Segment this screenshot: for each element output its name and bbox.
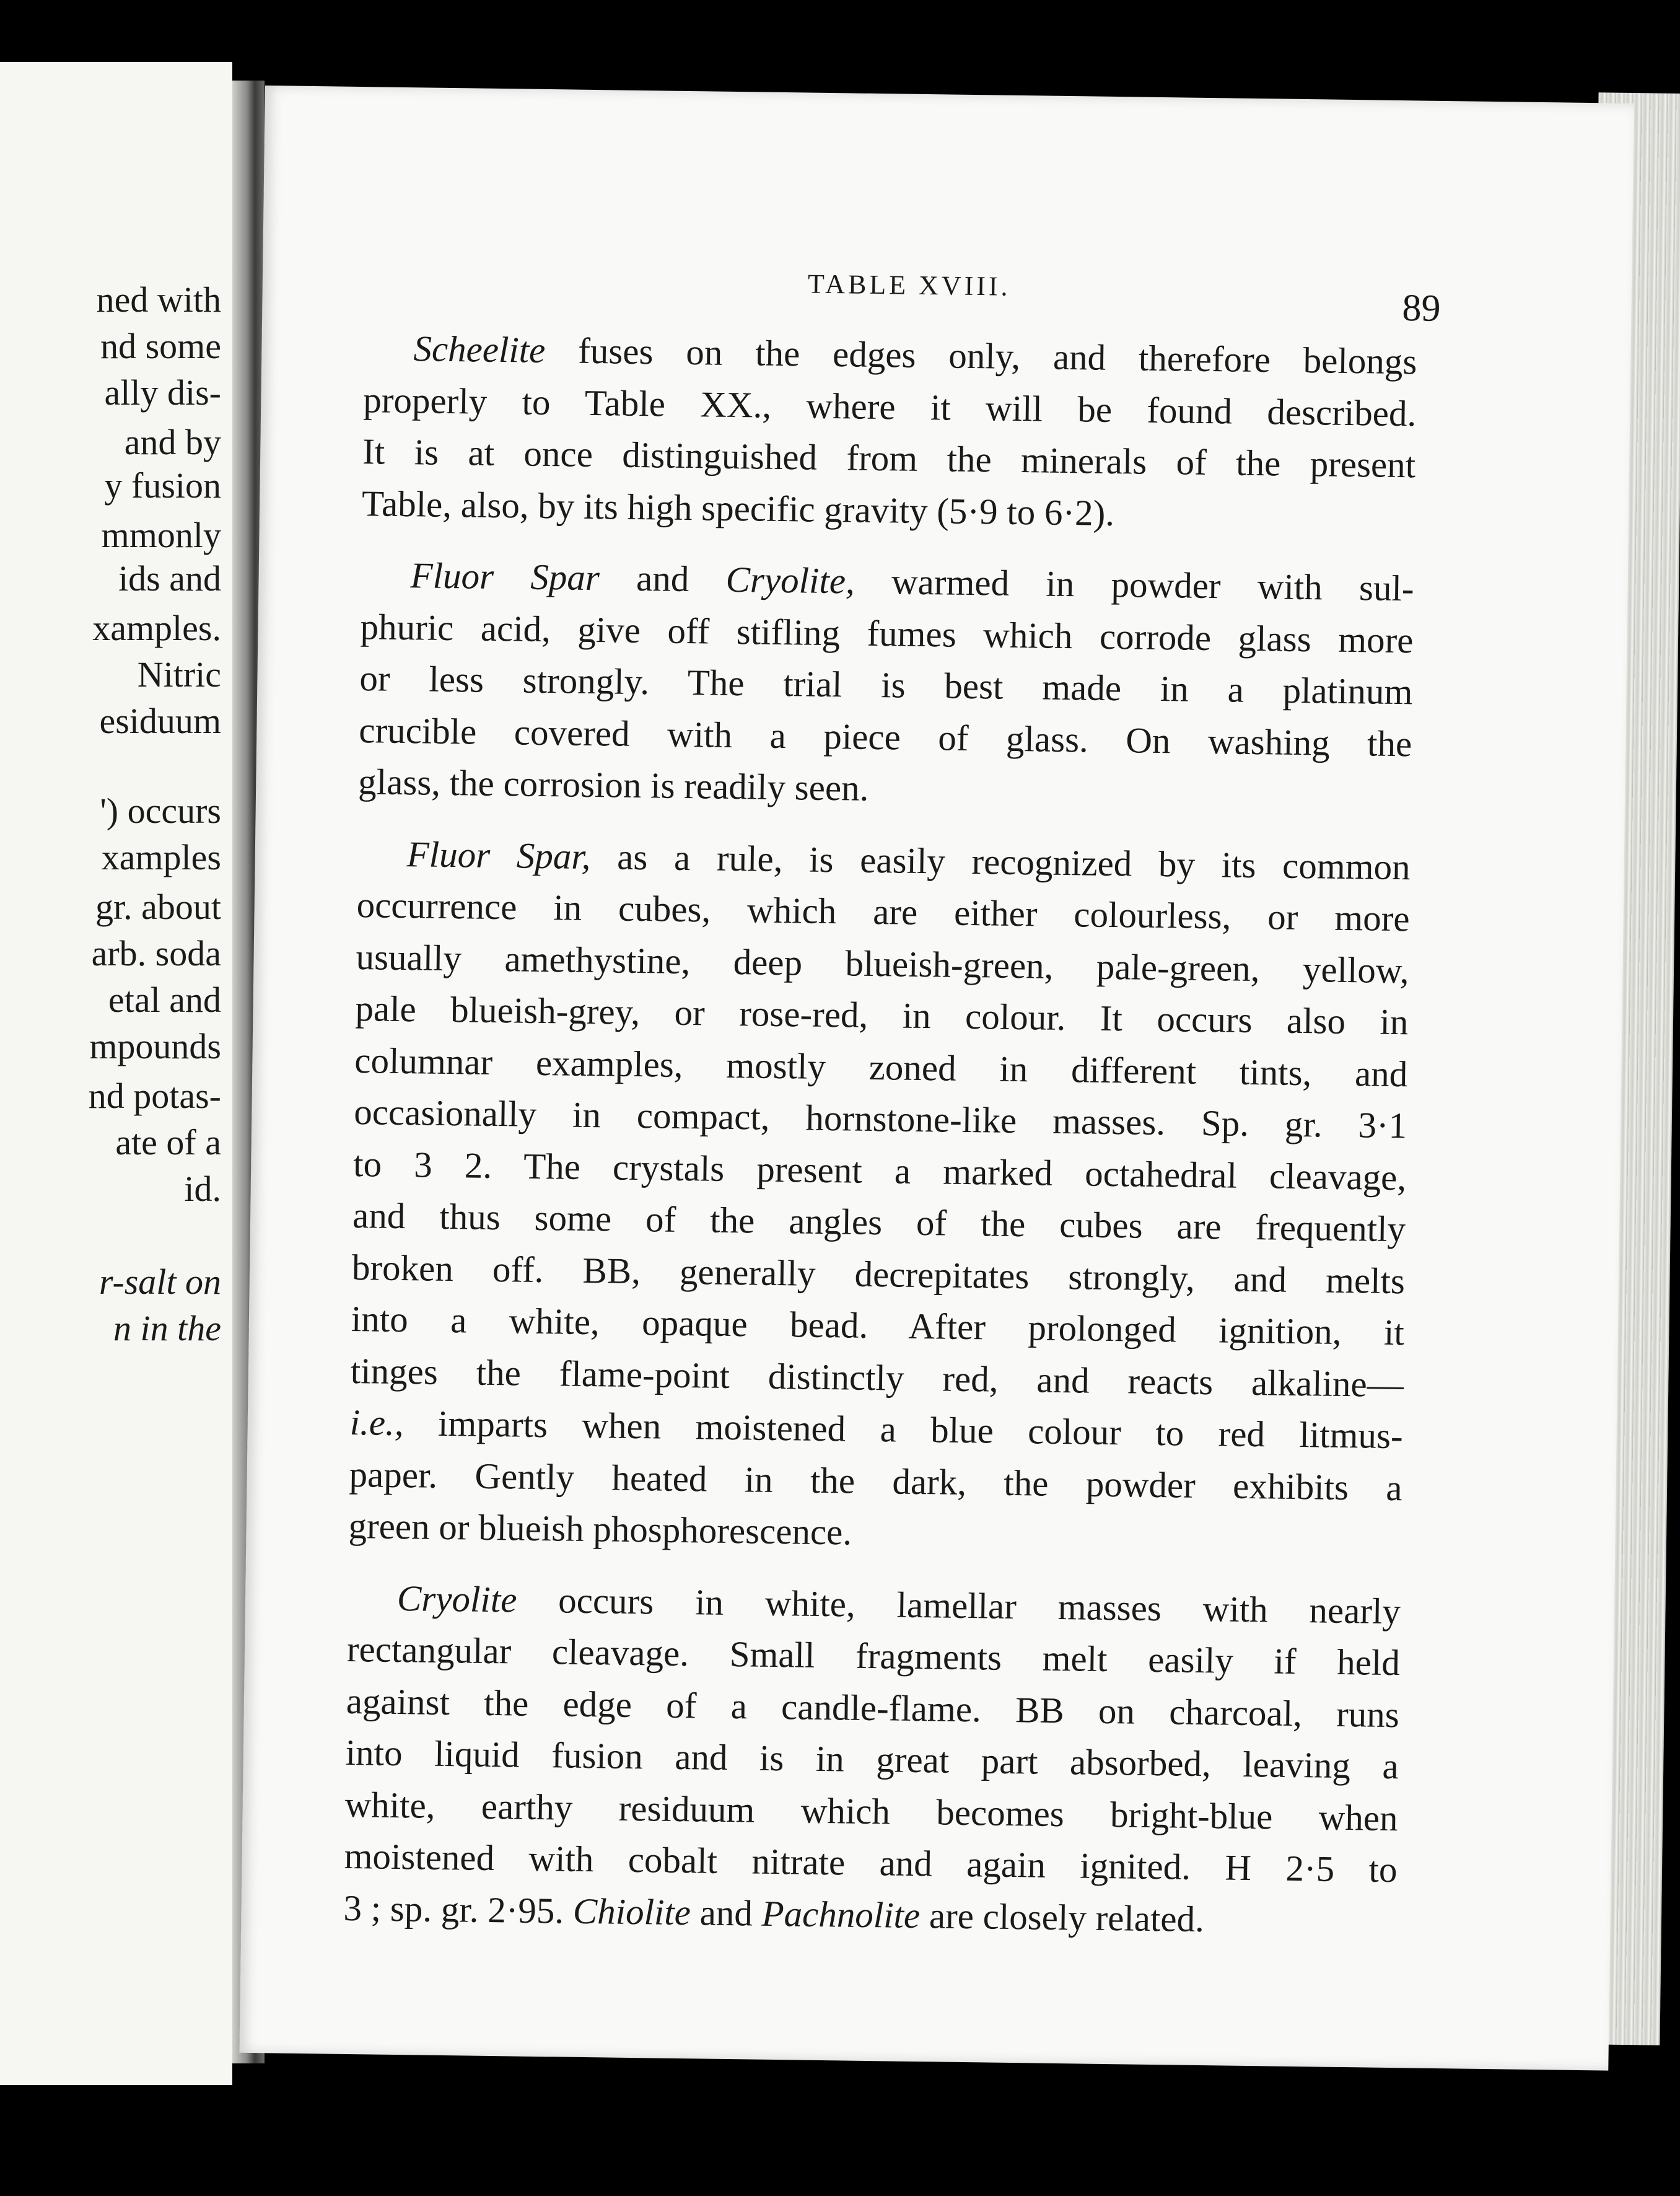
text-run: into liquid fusion and is in great part absorbed, leaving a bbox=[345, 1731, 1399, 1787]
italic-term: Fluor Spar, bbox=[406, 833, 591, 877]
text-run: broken off. BB, generally decrepitates strongly, and melts bbox=[351, 1246, 1406, 1301]
text-run: It is at once distinguished from the minerals of the present bbox=[362, 431, 1416, 486]
text-run: phuric acid, give off stifling fumes which corrode glass more bbox=[360, 605, 1414, 661]
text-run: occasionally in compact, hornstone-like masses. Sp. gr. 3·1 bbox=[353, 1091, 1407, 1146]
text-run: crucible covered with a piece of glass. On washing the bbox=[358, 709, 1412, 764]
text-run: warmed in powder with sul- bbox=[854, 560, 1414, 609]
italic-term: Chiolite bbox=[572, 1890, 691, 1933]
left-page bbox=[0, 62, 232, 2085]
left-page-line: mmonly bbox=[101, 515, 221, 555]
text-run: moistened with cobalt nitrate and again ignited. H 2·5 to bbox=[344, 1835, 1398, 1891]
text-run: fuses on the edges only, and therefore belongs bbox=[545, 329, 1417, 382]
italic-term: Pachnolite bbox=[761, 1892, 921, 1936]
right-page bbox=[239, 86, 1634, 2071]
text-run: white, earthy residuum which becomes bright-blue when bbox=[344, 1783, 1398, 1838]
text-run: tinges the flame-point distinctly red, and reacts alkaline— bbox=[350, 1350, 1404, 1405]
left-page-line: nd potas- bbox=[88, 1076, 221, 1116]
left-page-line: arb. soda bbox=[91, 933, 221, 973]
paragraph bbox=[362, 322, 1417, 543]
left-page-line: ') occurs bbox=[100, 791, 221, 831]
text-run: paper. Gently heated in the dark, the powder exhibits a bbox=[349, 1453, 1402, 1508]
text-run: properly to Table XX., where it will be found described. bbox=[362, 379, 1417, 434]
text-run: and bbox=[599, 557, 727, 600]
text-run: and thus some of the angles of the cubes are frequently bbox=[352, 1195, 1406, 1250]
left-page-line: esiduum bbox=[99, 701, 221, 741]
italic-term: Scheelite bbox=[413, 328, 546, 371]
left-page-line: ate of a bbox=[115, 1122, 221, 1162]
body-text bbox=[343, 322, 1417, 1967]
left-page-line: n in the bbox=[113, 1308, 221, 1348]
left-page-line: xamples bbox=[101, 837, 221, 877]
text-run: 3 ; sp. gr. 2·95. bbox=[343, 1887, 574, 1931]
text-run: green or blueish phosphorescence. bbox=[348, 1504, 852, 1553]
text-run: columnar examples, mostly zoned in different tints, and bbox=[354, 1039, 1408, 1094]
running-head: TABLE XVIII. bbox=[807, 268, 1011, 302]
text-run: occurrence in cubes, which are either colourless, or more bbox=[356, 884, 1410, 939]
left-page-line: etal and bbox=[108, 980, 221, 1020]
text-run: rectangular cleavage. Small fragments melt easily if held bbox=[346, 1628, 1401, 1684]
text-run: Table, also, by its high specific gravity (5·9 to 6·2). bbox=[361, 482, 1115, 534]
paragraph bbox=[348, 828, 1411, 1566]
text-run: occurs in white, lamellar masses with nearly bbox=[516, 1579, 1401, 1632]
left-page-line: ids and bbox=[118, 558, 221, 599]
left-page-line: y fusion bbox=[104, 465, 221, 506]
text-run: against the edge of a candle-flame. BB on charcoal, runs bbox=[346, 1680, 1400, 1735]
italic-term: Fluor Spar bbox=[410, 555, 600, 599]
left-page-line: gr. about bbox=[95, 887, 221, 927]
text-run: or less strongly. The trial is best made in a platinum bbox=[359, 657, 1413, 713]
text-run: into a white, opaque bead. After prolonged ignition, it bbox=[351, 1298, 1405, 1353]
left-page-line: r-salt on bbox=[98, 1262, 221, 1302]
italic-term: Cryolite, bbox=[725, 558, 855, 602]
text-run: glass, the corrosion is readily seen. bbox=[357, 761, 869, 809]
page-number: 89 bbox=[1402, 287, 1441, 330]
text-run: imparts when moistened a blue colour to red litmus- bbox=[403, 1402, 1404, 1457]
left-page-line: xamples. bbox=[92, 608, 221, 648]
left-page-line: mpounds bbox=[89, 1026, 221, 1066]
italic-term: i.e., bbox=[349, 1401, 405, 1444]
left-page-line: Nitric bbox=[137, 654, 221, 695]
text-run: usually amethystine, deep blueish-green, pale-green, yellow, bbox=[356, 936, 1409, 991]
text-run: pale blueish-grey, or rose-red, in colour. It occurs also in bbox=[355, 988, 1409, 1043]
left-page-line: ned with bbox=[96, 279, 221, 320]
paragraph bbox=[343, 1571, 1401, 1948]
text-run: and bbox=[690, 1891, 763, 1934]
paragraph bbox=[358, 549, 1414, 822]
text-run: as a rule, is easily recognized by its common bbox=[590, 835, 1411, 887]
left-page-line: and by bbox=[124, 422, 221, 462]
left-page-line: id. bbox=[184, 1169, 221, 1209]
left-page-line: nd some bbox=[100, 326, 221, 366]
italic-term: Cryolite bbox=[396, 1577, 517, 1620]
text-run: are closely related. bbox=[919, 1894, 1205, 1939]
text-run: to 3 2. The crystals present a marked octahedral cleavage, bbox=[352, 1143, 1407, 1198]
left-page-line: ally dis- bbox=[104, 372, 221, 413]
